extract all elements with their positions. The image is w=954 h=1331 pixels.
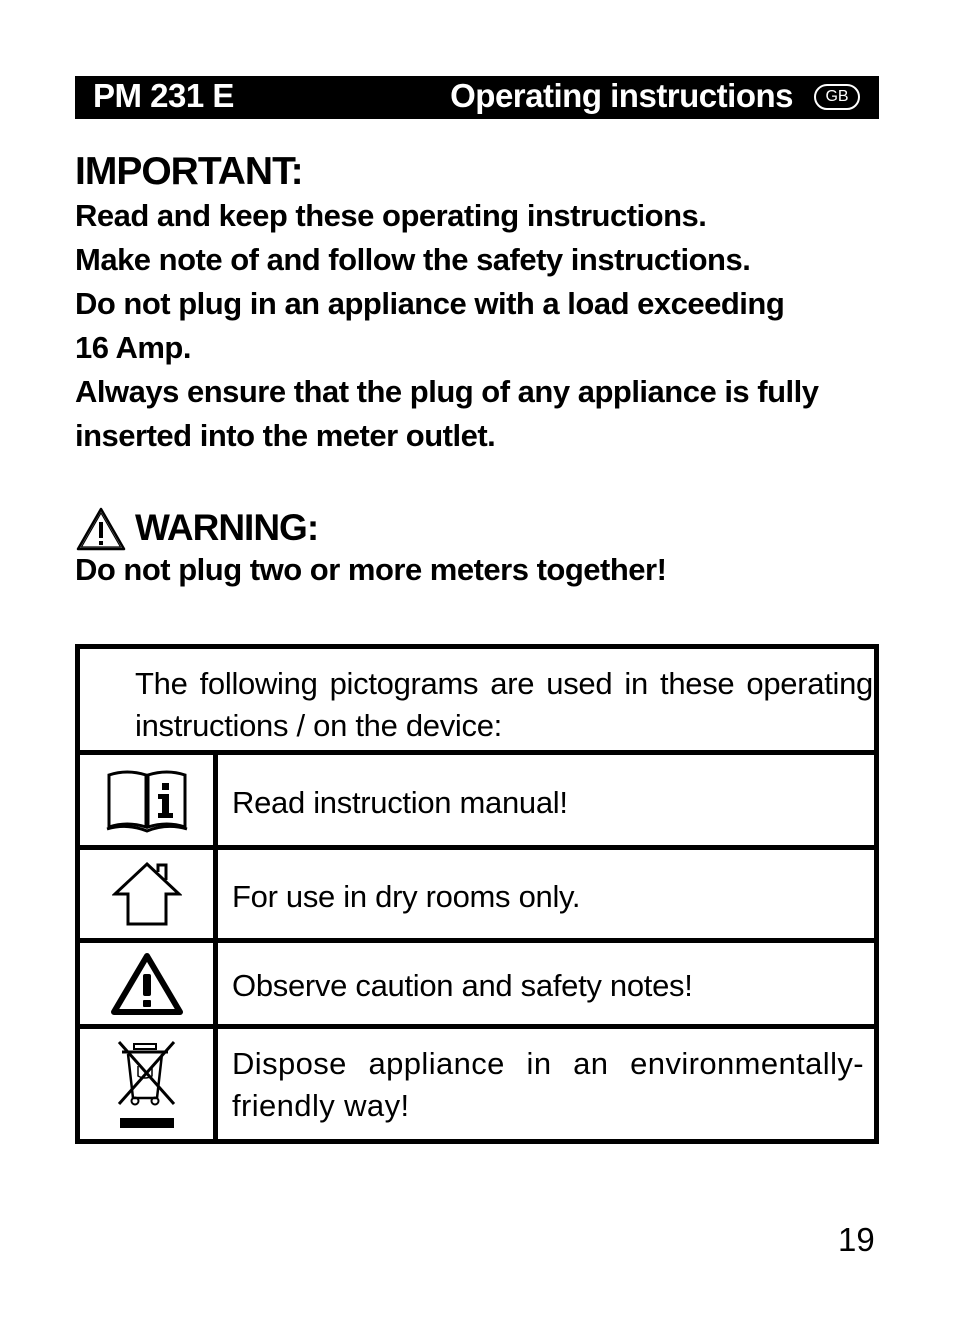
important-line: 16 Amp. [75, 330, 191, 365]
pictogram-intro [80, 649, 874, 755]
model-name: PM 231 E [93, 77, 234, 114]
pictogram-text: For use in dry rooms only. [232, 879, 581, 914]
warning-triangle-icon [75, 506, 127, 552]
pictogram-text: Dispose appliance in an environmentally-friendly way! [232, 1046, 864, 1123]
important-line: Make note of and follow the safety instructions. [75, 242, 751, 277]
pictogram-row [80, 850, 874, 943]
language-badge: GB [814, 84, 860, 110]
warning-label: WARNING: [135, 507, 319, 548]
important-line: Read and keep these operating instructions. [75, 198, 707, 233]
caution-triangle-icon [110, 952, 184, 1016]
important-text [75, 194, 875, 458]
pictogram-text: Observe caution and safety notes! [232, 968, 693, 1003]
important-heading: IMPORTANT: [75, 150, 303, 193]
pictogram-row [80, 755, 874, 850]
pictogram-intro-text: The following pictograms are used in these operating instructions / on the device: [135, 666, 873, 743]
crossed-bin-icon [114, 1038, 180, 1130]
important-line: Do not plug in an appliance with a load exceeding [75, 286, 785, 321]
book-info-icon [105, 767, 189, 833]
pictogram-row [80, 943, 874, 1029]
pictogram-row [80, 1029, 874, 1139]
warning-text: Do not plug two or more meters together! [75, 552, 667, 587]
page-number: 19 [838, 1221, 875, 1258]
header-bar [75, 76, 879, 119]
pictogram-table [75, 644, 879, 1144]
important-line: Always ensure that the plug of any appliance is fully [75, 374, 819, 409]
important-line: inserted into the meter outlet. [75, 418, 496, 453]
pictogram-text: Read instruction manual! [232, 785, 568, 820]
document-title: Operating instructions [450, 77, 793, 114]
house-icon [112, 861, 182, 927]
